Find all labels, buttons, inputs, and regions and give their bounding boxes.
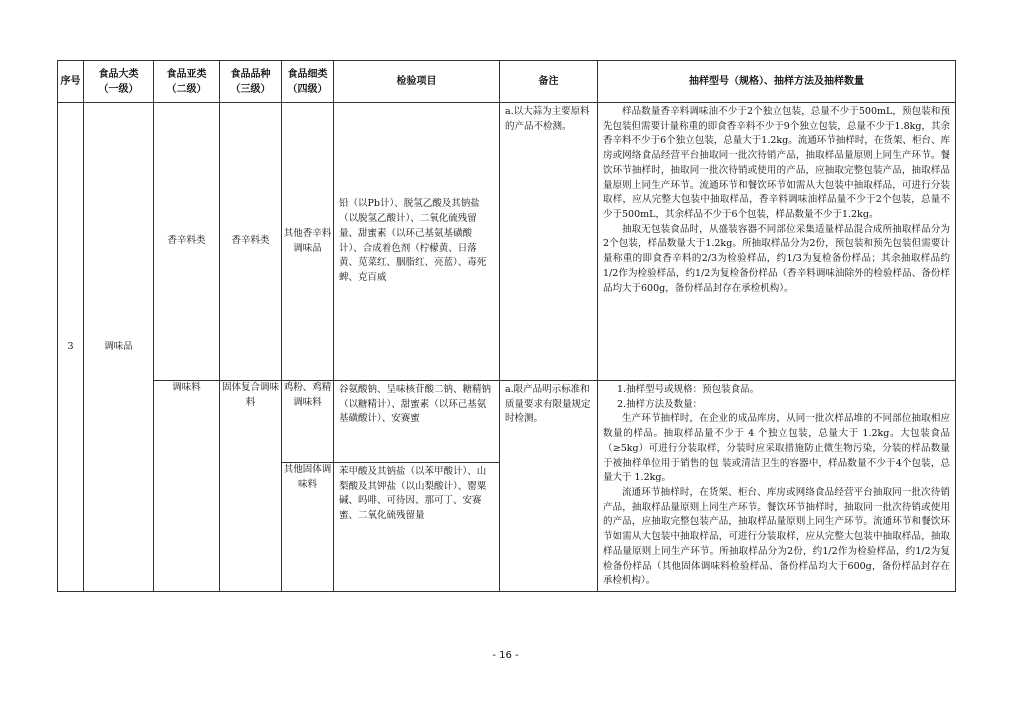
- row-category-2: 调味料: [154, 381, 220, 592]
- header-note: 备注: [500, 61, 598, 103]
- row-note: a.以大蒜为主要原料的产品不检测。: [500, 103, 598, 381]
- header-category-3: [220, 61, 282, 103]
- sampling-heading: 1.抽样型号或规格：预包装食品。: [617, 384, 760, 395]
- header-row: [58, 61, 956, 103]
- row-category-2: 香辛料类: [154, 103, 220, 381]
- inspection-table: [57, 60, 956, 592]
- sampling-paragraph: 生产环节抽样时，在企业的成品库房，从同一批次样品堆的不同部位抽取相应数量的样品。抽取样品量不少于 4 个独立包装，总量大于 1.2kg。大包装食品（≥5kg）可进行分装取样，分装时应采取措施防止微生物污染，分装的样品数量于被抽样单位用于销售的包 装或清洁卫生的容器中，样品数量不少于4个包装，总量大于 1.2kg。: [603, 413, 950, 484]
- header-seq: 序号: [58, 61, 84, 103]
- row-inspection-items: 谷氨酸钠、呈味核苷酸二钠、糖精钠（以糖精计）、甜蜜素（以环己基氨基磺酸计）、安赛蜜: [334, 381, 500, 463]
- row-seq: 3: [58, 103, 84, 592]
- sampling-paragraph: 抽取无包装食品时，从盛装容器不同部位采集适量样品混合成所抽取样品分为2个包装，样品数量大于1.2kg。所抽取样品分为2份，预包装和预先包装但需要计量称重的即食香辛料的2/3为检验样品，约1/3为复检备份样品；其余抽取样品约1/2作为检验样品，约1/2为复检备份样品（香辛料调味油除外的检验样品、备份样品均大于600g，备份样品封存在承检机构）。: [603, 223, 950, 294]
- page-number: - 16 -: [492, 650, 519, 661]
- sampling-paragraph: 流通环节抽样时，在货架、柜台、库房或网络食品经营平台抽取同一批次待销产品，抽取样品量原则上同生产环节。餐饮环节抽样时，抽取同一批次待销或使用的产品，应抽取完整包装产品，抽取样品量原则上同生产环节。流通环节和餐饮环节如需从大包装中抽取样品，可进行分装取样，应从完整大包装中抽取样品，抽取样品量原则上同生产环节。所抽取样品分为2份，约1/2作为检验样品，约1/2为复检备份样品（其他固体调味料检验样品、备份样品均大于600g，备份样品封存在承检机构）。: [603, 487, 950, 587]
- header-category-2-title: 食品亚类: [166, 68, 207, 80]
- header-inspection-items: 检验项目: [334, 61, 500, 103]
- row-inspection-items: 铅（以Pb计）、脱氢乙酸及其钠盐（以脱氢乙酸计）、二氧化硫残留量、甜蜜素（以环己基氨基磺酸计）、合成着色剂（柠檬黄、日落黄、苋菜红、胭脂红、亮蓝）、毒死蜱、克百威: [334, 103, 500, 381]
- header-category-1-level: （一级）: [98, 83, 139, 95]
- header-category-4-title: 食品细类: [287, 68, 328, 80]
- header-category-3-title: 食品品种: [230, 68, 271, 80]
- row-category-4: 其他固体调味料: [282, 463, 334, 592]
- table-row: [58, 381, 956, 463]
- row-category-3: 固体复合调味料: [220, 381, 282, 592]
- header-sampling: 抽样型号（规格）、抽样方法及抽样数量: [598, 61, 956, 103]
- sampling-paragraph: 样品数量香辛料调味油不少于2个独立包装，总量不少于500mL，预包装和预先包装但需要计量称重的即食香辛料不少于9个独立包装，总量不少于1.8kg，其余香辛料不少于6个独立包装，总量大于1.2kg。流通环节抽样时，在货架、柜台、库房或网络食品经营平台抽取同一批次待销产品，抽取样品量原则上同生产环节。餐饮环节抽样时，抽取同一批次待销或使用的产品，应抽取完整包装产品，抽取样品量原则上同生产环节。流通环节和餐饮环节如需从大包装中抽取样品，可进行分装取样，应从完整大包装中抽取样品，香辛料调味油样品量不少于2个包装，总量不少于500mL，其余样品不少于6个包装，样品数量不少于1.2kg。: [603, 106, 950, 221]
- row-sampling: [598, 103, 956, 381]
- header-category-1-title: 食品大类: [98, 68, 139, 80]
- row-category-3: 香辛料类: [220, 103, 282, 381]
- sampling-heading: 2.抽样方法及数量：: [617, 398, 703, 410]
- row-note: a.限产品明示标准和质量要求有限量规定时检测。: [500, 381, 598, 592]
- row-category-1: 调味品: [84, 103, 154, 592]
- header-category-3-level: （三级）: [230, 83, 271, 95]
- header-category-1: [84, 61, 154, 103]
- row-inspection-items: 苯甲酸及其钠盐（以苯甲酸计）、山梨酸及其钾盐（以山梨酸计）、罂粟碱、吗啡、可待因、那可丁、安赛蜜、二氧化硫残留量: [334, 463, 500, 592]
- header-category-2: [154, 61, 220, 103]
- header-category-2-level: （二级）: [166, 83, 207, 95]
- row-category-4: 其他香辛料调味品: [282, 103, 334, 381]
- table-row: [58, 103, 956, 381]
- header-category-4-level: （四级）: [287, 83, 328, 95]
- row-category-4: 鸡粉、鸡精调味料: [282, 381, 334, 463]
- row-sampling: [598, 381, 956, 592]
- header-category-4: [282, 61, 334, 103]
